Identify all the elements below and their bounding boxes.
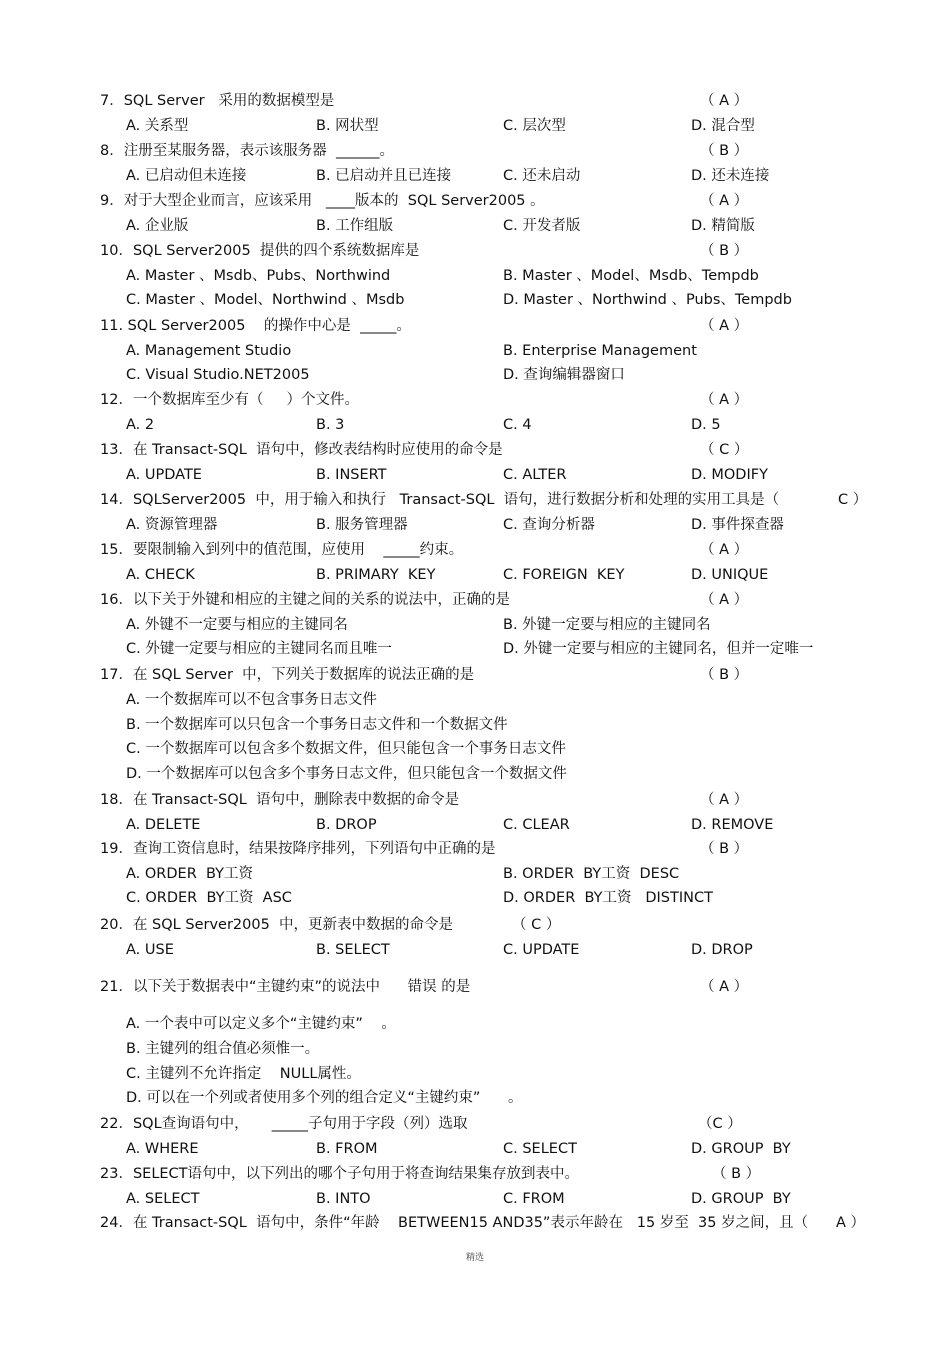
option: D. 外键一定要与相应的主键同名，但并一定唯一 — [503, 641, 814, 657]
question-stem: 21．以下关于数据表中“主键约束”的说法中 错误 的是 — [100, 979, 471, 995]
option: B. 一个数据库可以只包含一个事务日志文件和一个数据文件 — [126, 716, 508, 733]
option: C. 查询分析器 — [503, 517, 595, 533]
option: C. FOREIGN KEY — [503, 567, 625, 583]
question-stem: 8．注册至某服务器，表示该服务器 ______。 — [100, 143, 394, 159]
option: C. Visual Studio.NET2005 — [126, 367, 310, 383]
option: D. GROUP BY — [691, 1141, 791, 1157]
option: A. WHERE — [126, 1141, 199, 1157]
question-answer: （ A ） — [700, 318, 749, 334]
option: C. UPDATE — [503, 942, 580, 958]
question-stem: 13．在 Transact-SQL 语句中，修改表结构时应使用的命令是 — [100, 442, 503, 458]
option: B. Master 、Model、Msdb、Tempdb — [503, 268, 759, 284]
option: C. Master 、Model、Northwind 、Msdb — [126, 292, 405, 308]
option: D. 查询编辑器窗口 — [503, 367, 625, 383]
option: C. 一个数据库可以包含多个数据文件，但只能包含一个事务日志文件 — [126, 741, 566, 758]
option: D. REMOVE — [691, 817, 774, 833]
question-stem: 18．在 Transact-SQL 语句中，删除表中数据的命令是 — [100, 792, 460, 808]
question-answer: A ） — [836, 1215, 866, 1231]
question-answer: （ A ） — [700, 542, 749, 558]
question-stem: 17．在 SQL Server 中，下列关于数据库的说法正确的是 — [100, 667, 475, 683]
question-answer: （ A ） — [700, 193, 749, 209]
option: C. 主键列不允许指定 NULL属性。 — [126, 1066, 361, 1082]
option: B. 外键一定要与相应的主键同名 — [503, 617, 711, 633]
option: C. 4 — [503, 417, 532, 433]
option: A. USE — [126, 942, 174, 958]
question-stem: 16．以下关于外键和相应的主键之间的关系的说法中，正确的是 — [100, 592, 510, 608]
option: A. CHECK — [126, 567, 195, 583]
option: B. SELECT — [316, 942, 390, 958]
option: D. Master 、Northwind 、Pubs、Tempdb — [503, 292, 792, 308]
option: D. 混合型 — [691, 118, 755, 134]
option: B. ORDER BY工资 DESC — [503, 866, 680, 882]
question-answer: （ C ） — [512, 917, 561, 933]
option: D. ORDER BY工资 DISTINCT — [503, 890, 713, 906]
option: C. ALTER — [503, 467, 567, 483]
question-stem: 7．SQL Server 采用的数据模型是 — [100, 93, 335, 109]
option: A. ORDER BY工资 — [126, 866, 254, 882]
question-answer: （ A ） — [700, 979, 749, 995]
option: D. 事件探查器 — [691, 517, 784, 533]
question-answer: （ A ） — [700, 392, 749, 408]
option: A. SELECT — [126, 1191, 200, 1207]
question-answer: （ B ） — [700, 143, 749, 159]
option: B. 服务管理器 — [316, 517, 408, 533]
question-answer: （ B ） — [700, 243, 749, 259]
question-answer: （ B ） — [712, 1166, 761, 1182]
question-answer: （ B ） — [700, 841, 749, 857]
option: C. 还未启动 — [503, 168, 581, 184]
option: A. DELETE — [126, 817, 201, 833]
option: B. INSERT — [316, 467, 387, 483]
option: C. FROM — [503, 1191, 565, 1207]
option: A. 企业版 — [126, 218, 189, 234]
option: C. 层次型 — [503, 118, 566, 134]
question-stem: 23．SELECT语句中，以下列出的哪个子句用于将查询结果集存放到表中。 — [100, 1166, 580, 1182]
option: C. SELECT — [503, 1141, 577, 1157]
option: D. MODIFY — [691, 467, 768, 483]
question-stem: 19．查询工资信息时，结果按降序排列，下列语句中正确的是 — [100, 841, 496, 857]
option: A. UPDATE — [126, 467, 202, 483]
option: A. 已启动但未连接 — [126, 168, 247, 184]
option: B. 工作组版 — [316, 218, 394, 234]
question-stem: 22．SQL查询语句中， _____子句用于字段（列）选取 — [100, 1116, 468, 1132]
option: C. 外键一定要与相应的主键同名而且唯一 — [126, 641, 392, 657]
option: B. Enterprise Management — [503, 343, 697, 359]
option: D. 一个数据库可以包含多个事务日志文件，但只能包含一个数据文件 — [126, 766, 567, 783]
option: B. DROP — [316, 817, 377, 833]
option: D. UNIQUE — [691, 567, 769, 583]
option: A. 一个数据库可以不包含事务日志文件 — [126, 692, 377, 708]
option: B. INTO — [316, 1191, 371, 1207]
option: D. GROUP BY — [691, 1191, 791, 1207]
option: B. PRIMARY KEY — [316, 567, 436, 583]
option: B. FROM — [316, 1141, 378, 1157]
option: B. 主键列的组合值必须惟一。 — [126, 1041, 320, 1057]
option: D. 还未连接 — [691, 168, 770, 184]
option: C. CLEAR — [503, 817, 570, 833]
question-answer: （C ） — [698, 1116, 742, 1132]
question-answer: （ A ） — [700, 592, 749, 608]
option: D. DROP — [691, 942, 753, 958]
option: B. 网状型 — [316, 118, 379, 134]
option: B. 3 — [316, 417, 345, 433]
question-stem: 15．要限制输入到列中的值范围，应使用 _____约束。 — [100, 542, 464, 558]
question-answer: （ B ） — [700, 667, 749, 683]
option: D. 5 — [691, 417, 721, 433]
page-footer: 精选 — [465, 1253, 484, 1263]
option: A. 2 — [126, 417, 155, 433]
question-stem: 11. SQL Server2005 的操作中心是 _____。 — [100, 318, 411, 334]
option: A. Management Studio — [126, 343, 292, 359]
option: A. 外键不一定要与相应的主键同名 — [126, 617, 348, 633]
question-answer: C ） — [838, 492, 868, 508]
question-stem: 9．对于大型企业而言，应该采用 ____版本的 SQL Server2005 。 — [100, 193, 545, 209]
option: D. 精简版 — [691, 218, 755, 234]
option: A. 资源管理器 — [126, 517, 218, 533]
option: C. ORDER BY工资 ASC — [126, 890, 292, 906]
question-stem: 12．一个数据库至少有（ ）个文件。 — [100, 392, 359, 408]
option: A. Master 、Msdb、Pubs、Northwind — [126, 268, 391, 284]
option: C. 开发者版 — [503, 218, 581, 234]
option: D. 可以在一个列或者使用多个列的组合定义“主键约束” 。 — [126, 1090, 523, 1106]
question-answer: （ C ） — [700, 442, 749, 458]
question-answer: （ A ） — [700, 792, 749, 808]
question-stem: 20．在 SQL Server2005 中，更新表中数据的命令是 — [100, 917, 454, 933]
option: B. 已启动并且已连接 — [316, 168, 452, 184]
option: A. 关系型 — [126, 118, 189, 134]
question-answer: （ A ） — [700, 93, 749, 109]
question-stem: 24．在 Transact-SQL 语句中，条件“年龄 BETWEEN15 AND35”表示年龄在 15 岁至 35 岁之间，且（ — [100, 1215, 809, 1231]
question-stem: 14．SQLServer2005 中，用于输入和执行 Transact-SQL 语句，进行数据分析和处理的实用工具是（ — [100, 492, 780, 508]
question-stem: 10．SQL Server2005 提供的四个系统数据库是 — [100, 243, 420, 259]
option: A. 一个表中可以定义多个“主键约束” 。 — [126, 1016, 396, 1032]
